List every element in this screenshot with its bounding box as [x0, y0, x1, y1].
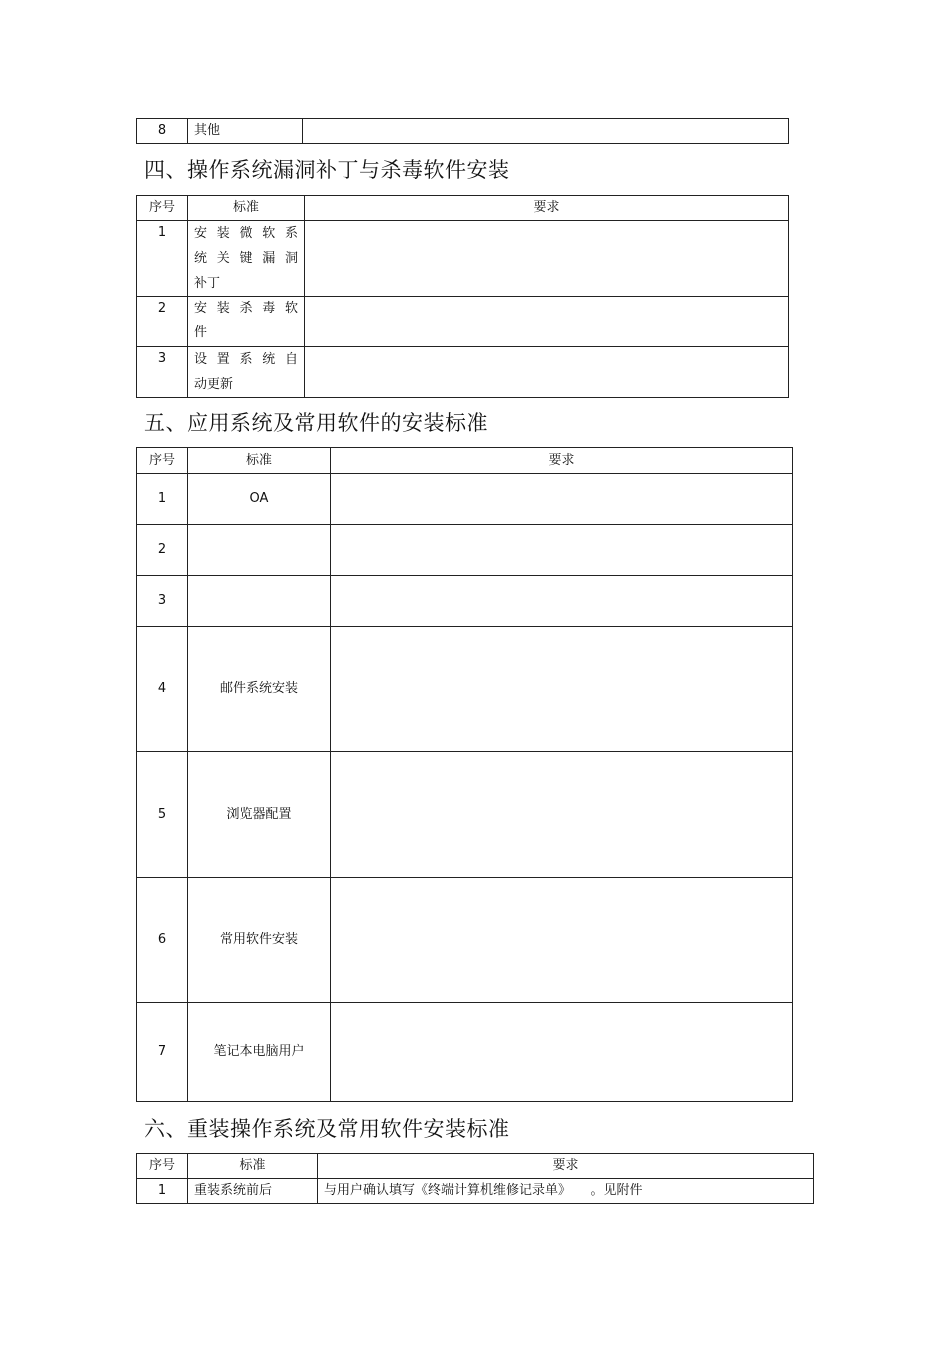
standard-line: 安装微软系: [194, 226, 298, 241]
table-section-4: [136, 195, 789, 398]
row-requirement: [331, 627, 793, 752]
header-requirement: 要求: [318, 1154, 814, 1179]
table-row: [137, 525, 793, 576]
row-standard: 浏览器配置: [188, 752, 331, 878]
row-standard: 笔记本电脑用户: [188, 1003, 331, 1102]
row-number: 1: [137, 1179, 188, 1204]
section-6-title: 六、重装操作系统及常用软件安装标准: [144, 1117, 510, 1141]
header-standard: 标准: [188, 196, 305, 221]
table-row: [137, 576, 793, 627]
table-row: [137, 297, 789, 347]
standard-line: 补丁: [194, 276, 221, 291]
row-standard: [188, 576, 331, 627]
header-standard: 标准: [188, 1154, 318, 1179]
row-number: 2: [137, 525, 188, 576]
row-requirement: [305, 347, 789, 398]
row-number: 5: [137, 752, 188, 878]
row-standard: OA: [188, 474, 331, 525]
row-requirement: [331, 525, 793, 576]
row-number: 3: [137, 347, 188, 398]
row-requirement: [303, 119, 789, 144]
table-row: [137, 1003, 793, 1102]
table-section-5: [136, 447, 793, 1102]
row-standard: [188, 347, 305, 398]
header-number: 序号: [137, 448, 188, 474]
table-row: [137, 347, 789, 398]
table-row: [137, 752, 793, 878]
table-header-row: [137, 196, 789, 221]
row-requirement: [305, 297, 789, 347]
table-row: [137, 627, 793, 752]
row-requirement: [305, 221, 789, 297]
row-standard: [188, 525, 331, 576]
row-number: 3: [137, 576, 188, 627]
standard-line: 安装杀毒软: [194, 301, 298, 316]
row-standard: 重装系统前后: [188, 1179, 318, 1204]
header-requirement: 要求: [331, 448, 793, 474]
standard-line: 设置系统自: [194, 352, 298, 367]
row-number: 1: [137, 221, 188, 297]
table-row: [137, 1179, 814, 1204]
standard-line: 件: [194, 325, 208, 340]
row-standard: [188, 221, 305, 297]
header-requirement: 要求: [305, 196, 789, 221]
header-standard: 标准: [188, 448, 331, 474]
standard-line: 动更新: [194, 377, 234, 392]
row-requirement: [331, 474, 793, 525]
standard-line: 统关键漏洞: [194, 251, 298, 266]
row-number: 2: [137, 297, 188, 347]
table-row: [137, 878, 793, 1003]
row-number: 4: [137, 627, 188, 752]
row-requirement: [331, 752, 793, 878]
table-section-6: [136, 1153, 814, 1204]
header-number: 序号: [137, 196, 188, 221]
row-requirement: [331, 1003, 793, 1102]
row-number: 1: [137, 474, 188, 525]
row-number: 8: [137, 119, 188, 144]
row-standard: [188, 297, 305, 347]
section-5-title: 五、应用系统及常用软件的安装标准: [144, 411, 488, 435]
table-top: [136, 118, 789, 144]
table-header-row: [137, 448, 793, 474]
requirement-text: 与用户确认填写《终端计算机维修记录单》: [324, 1183, 565, 1198]
requirement-suffix: 。见附件: [590, 1183, 643, 1198]
row-standard: 邮件系统安装: [188, 627, 331, 752]
row-requirement: [331, 878, 793, 1003]
row-standard: 其他: [188, 119, 303, 144]
row-number: 6: [137, 878, 188, 1003]
row-requirement: [331, 576, 793, 627]
table-header-row: [137, 1154, 814, 1179]
table-row: [137, 119, 789, 144]
section-4-title: 四、操作系统漏洞补丁与杀毒软件安装: [144, 158, 510, 182]
row-standard: 常用软件安装: [188, 878, 331, 1003]
header-number: 序号: [137, 1154, 188, 1179]
row-number: 7: [137, 1003, 188, 1102]
table-row: [137, 474, 793, 525]
row-requirement: [318, 1179, 814, 1204]
table-row: [137, 221, 789, 297]
